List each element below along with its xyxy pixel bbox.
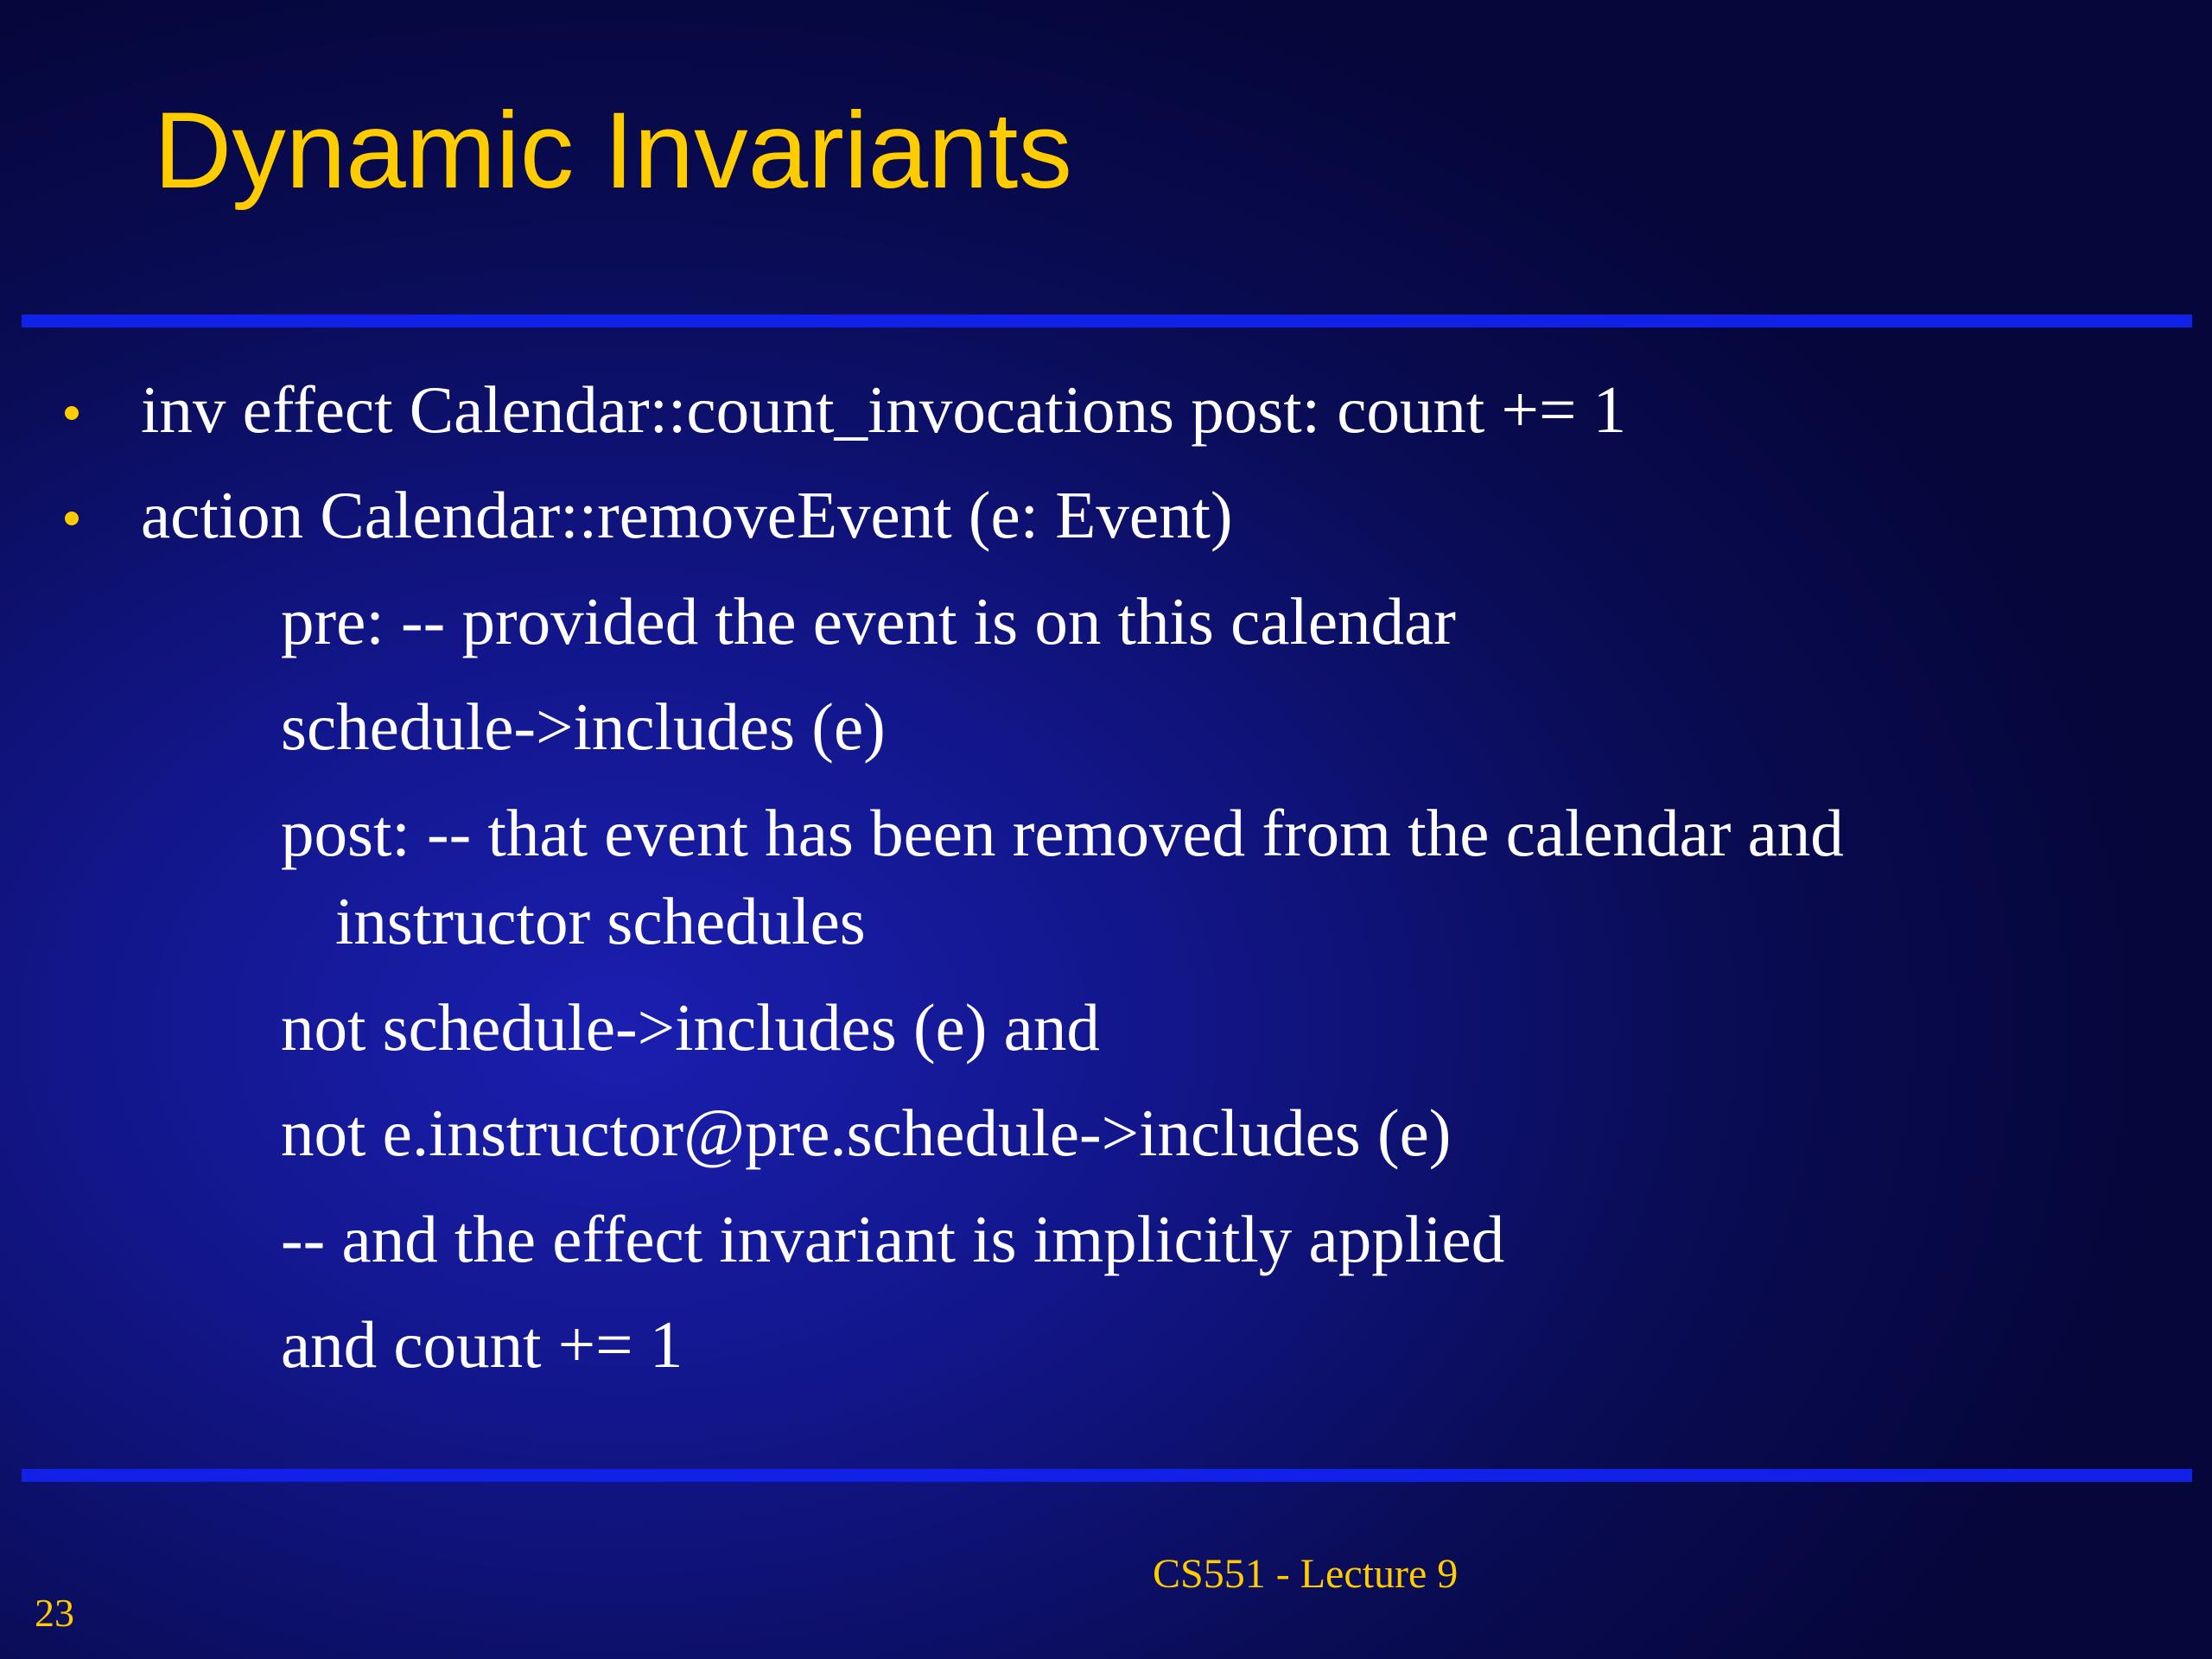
bullet-text: action Calendar::removeEvent (e: Event): [141, 478, 1233, 552]
footer-text: CS551 - Lecture 9: [1153, 1551, 1459, 1597]
body-line: post: -- that event has been removed from the calendar and: [281, 796, 1844, 870]
body-line: not schedule->includes (e) and: [281, 990, 1100, 1065]
slide-number: 23: [35, 1591, 74, 1635]
body-line: not e.instructor@pre.schedule->includes (e): [281, 1096, 1452, 1170]
top-divider: [22, 315, 2192, 327]
body-line: and count += 1: [281, 1307, 683, 1382]
bottom-divider: [22, 1469, 2192, 1482]
bullet-icon: [65, 406, 79, 420]
body-line: schedule->includes (e): [281, 690, 886, 764]
body-line: -- and the effect invariant is implicitly applied: [281, 1202, 1505, 1276]
bullet-text: inv effect Calendar::count_invocations post: count += 1: [141, 372, 1627, 447]
slide-title: Dynamic Invariants: [154, 91, 1072, 211]
body-line: pre: -- provided the event is on this calendar: [281, 584, 1456, 658]
bullet-icon: [65, 512, 79, 525]
body-line: instructor schedules: [335, 884, 866, 958]
